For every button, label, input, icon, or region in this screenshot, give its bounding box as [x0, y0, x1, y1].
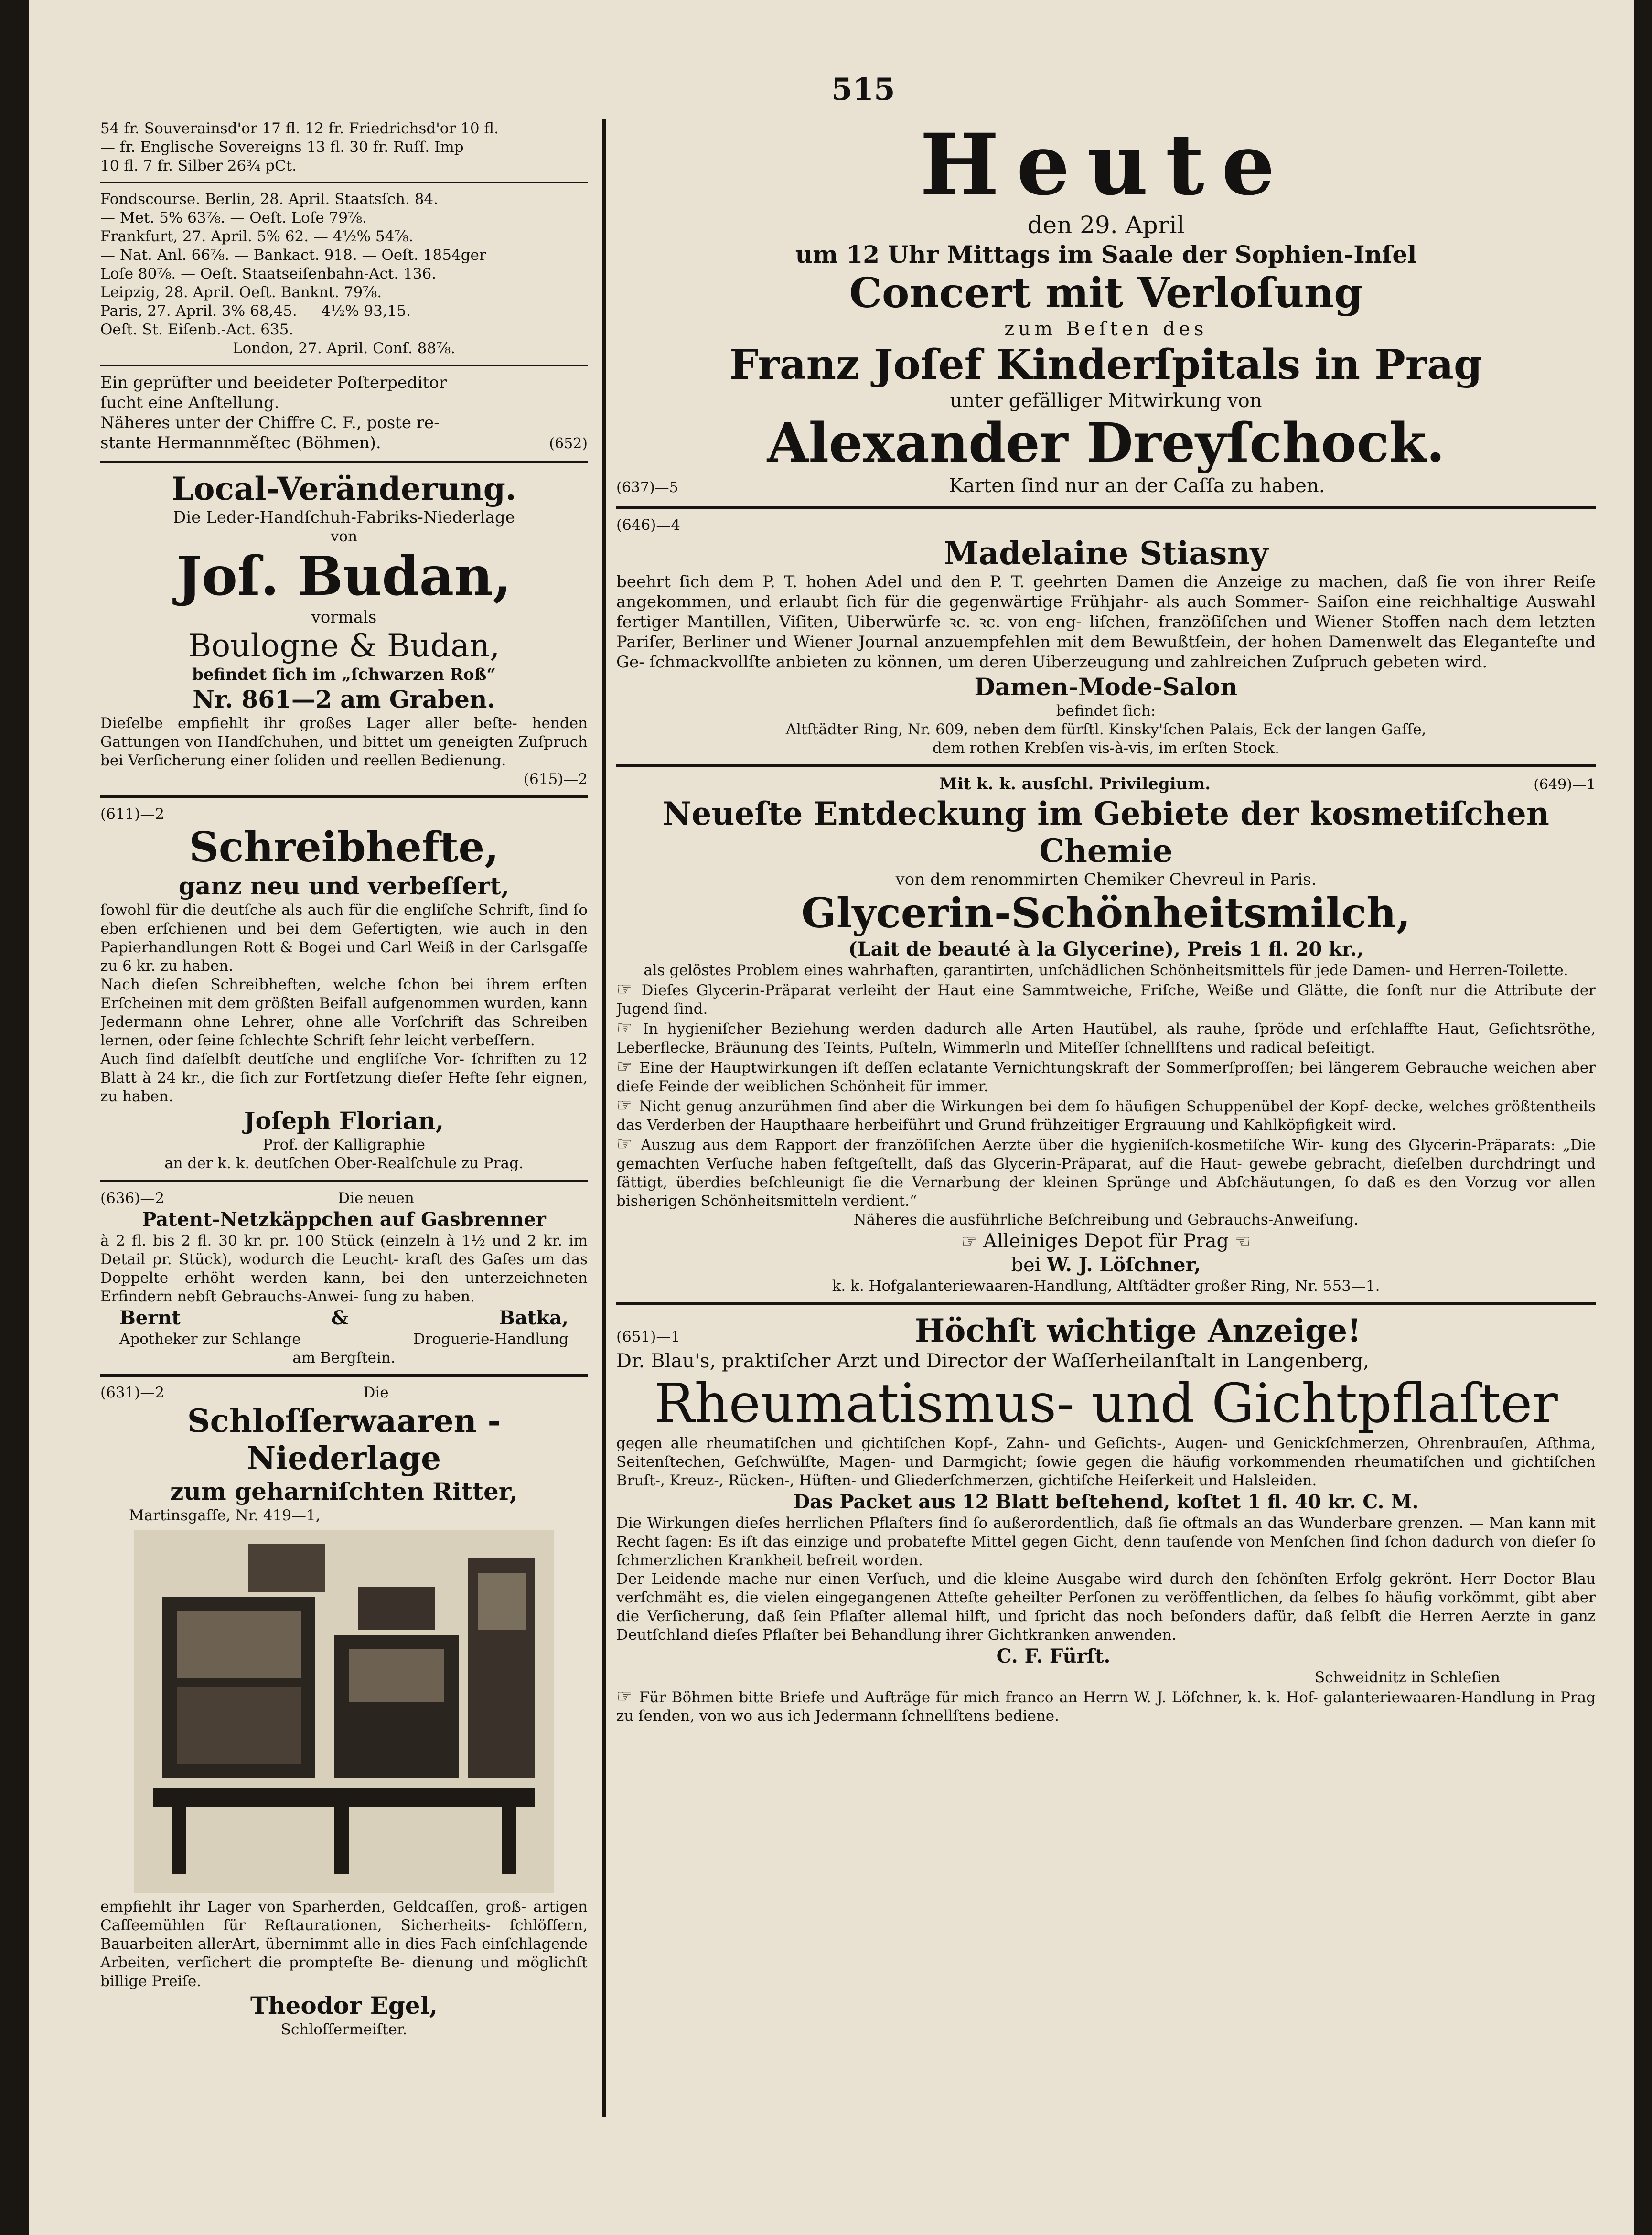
firm-name: Boulogne & Budan,: [188, 627, 500, 664]
schlosserwaaren-ad: [100, 1384, 588, 2039]
ad-body: Nicht genug anzurühmen ſind aber die Wirkungen bei dem ſo häufigen Schuppenübel der Kopf- decke, welches größtentheils das Verderben der Haupthaare herbeiführt und Grund frühzeitiger Ergrauung und Kahlköpfigkeit wird.: [616, 1098, 1596, 1134]
ad-body: Auch ſind daſelbſt deutſche und engliſche Vor- ſchriften zu 12 Blatt à 24 kr., die ſich zur Fortſetzung dieſer Hefte ſehr eignen, zu haben.: [100, 1051, 588, 1105]
signature-name: C. F. Fürſt.: [996, 1645, 1111, 1667]
right-column: [616, 119, 1596, 2117]
pointing-hand-icon: ☞: [616, 1056, 640, 1077]
ad-body: Auszug aus dem Rapport der franzöſiſchen Aerzte über die hygieniſch-kosmetiſche Wir- kung des Glycerin-Präparats: „Die gemachten Verſuche haben feſtgeſtellt, daß das Glycerin-Präparat, auf die Haut- gewebe gebracht, dieſelben durchdringt und ſättigt, überdies beſchleunigt ſie die Vernarbung der kleinen Sprünge und Abſchäutungen, ſo daß es den Vorzug vor allen bisherigen Schönheitsmitteln verdient.“: [616, 1137, 1596, 1210]
fonds-line: Paris, 27. April. 3% 68,45. — 4½% 93,15. —: [100, 302, 430, 320]
fonds-line: Fondscourse. Berlin, 28. April. Staatsſch. 84.: [100, 191, 438, 208]
ad-ref: (652): [549, 435, 588, 452]
fondscourse: [100, 190, 588, 358]
page-number: 515: [831, 72, 895, 107]
product-name: Glycerin-Schönheitsmilch,: [801, 889, 1411, 937]
ad-text: bei: [1011, 1254, 1041, 1276]
exchange-line: 10 fl. 7 fr. Silber 26¾ pCt.: [100, 157, 297, 174]
ad-tickets: Karten ſind nur an der Caſſa zu haben.: [949, 475, 1325, 497]
divider: [616, 506, 1596, 509]
seller-name: W. J. Löſchner,: [1047, 1254, 1201, 1276]
exchange-line: 54 fr. Souverainsd'or 17 fl. 12 fr. Friedrichsd'or 10 fl.: [100, 120, 499, 137]
schreibhefte-ad: [100, 805, 588, 1173]
signature-name: Joſeph Florian,: [244, 1107, 444, 1135]
ad-text: befindet ſich:: [1056, 702, 1156, 720]
firm-place: am Bergſtein.: [292, 1349, 396, 1366]
fonds-line: Loſe 80⅞. — Oeſt. Staatseiſenbahn-Act. 136.: [100, 265, 437, 282]
ad-body: à 2 fl. bis 2 fl. 30 kr. pr. 100 Stück (einzeln à 1½ und 2 kr. im Detail pr. Stück), wodurch die Leucht- kraft des Gaſes um das Doppelte erhöht werden kann, bei den unterzeichneten Erfindern nebſt Gebrauchs-Anwei- ſung zu haben.: [100, 1232, 588, 1305]
ad-title: Madelaine Stiasny: [944, 535, 1268, 572]
posterpeditor-ad: [100, 373, 588, 454]
ad-body: beehrt ſich dem P. T. hohen Adel und den P. T. geehrten Damen die Anzeige zu machen, daß ſie von ihrer Reiſe angekommen, und erlaubt ſich für die gegenwärtige Frühjahr- als auch Sommer- Saiſon eine reichhaltige Auswahl fertiger Mantillen, Viſiten, Uiberwürfe ꝛc. ꝛc. von eng- liſchen, franzöſiſchen und Wiener Stoffen nach dem letzten Pariſer, Berliner und Wiener Journal anzuempfehlen mit dem Bewußtſein, der hohen Damenwelt das Eleganteſte und Ge- ſchmackvollſte anbieten zu können, um deren Uiberzeugung und zahlreichen Zuſpruch gebeten wird.: [616, 572, 1596, 672]
firm-name-a: Bernt: [119, 1307, 181, 1329]
divider: [100, 461, 588, 463]
firm-ampersand: &: [331, 1307, 349, 1329]
madelaine-ad: [616, 516, 1596, 758]
ad-address: Altſtädter Ring, Nr. 609, neben dem fürſtl. Kinsky'ſchen Palais, Eck der langen Gaſſe,: [785, 721, 1427, 738]
divider: [100, 1374, 588, 1377]
ad-text: Näheres unter der Chiffre C. F., poste re-: [100, 413, 440, 432]
ad-intro: Die neuen: [338, 1190, 414, 1207]
column-divider: [602, 119, 606, 2117]
glycerin-ad: [616, 774, 1596, 1296]
pointing-hand-icon: ☞: [616, 978, 642, 999]
ad-title: Local-Veränderung.: [172, 470, 516, 507]
ad-headline: Höchſt wichtige Anzeige!: [915, 1312, 1362, 1349]
left-column: [100, 119, 588, 2117]
newspaper-page: [29, 0, 1634, 2235]
ad-subtitle: Die Leder-Handſchuh-Fabriks-Niederlage: [173, 508, 515, 527]
location-line: befindet ſich im „ſchwarzen Roß“: [192, 665, 496, 684]
pointing-hand-icon: ☞: [616, 1095, 639, 1116]
divider: [100, 182, 588, 183]
pointing-hand-icon: ☞: [616, 1017, 643, 1038]
ad-title: Neueſte Entdeckung im Gebiete der kosmetiſchen Chemie: [663, 795, 1549, 870]
ad-time-place: um 12 Uhr Mittags im Saale der Sophien-Inſel: [795, 240, 1417, 269]
signature-name: Theodor Egel,: [250, 1991, 438, 2020]
ad-headline: Heute: [920, 119, 1292, 214]
fonds-line: Oeſt. St. Eiſenb.-Act. 635.: [100, 321, 294, 338]
fonds-line: — Met. 5% 63⅞. — Oeſt. Loſe 79⅞.: [100, 209, 367, 226]
pointing-hand-icon: ☞: [616, 1686, 639, 1707]
ad-text: stante Hermannměſtec (Böhmen).: [100, 433, 381, 452]
ad-body: Der Leidende mache nur einen Verſuch, und die kleine Ausgabe wird durch den ſchönſten Erfolg gekrönt. Herr Doctor Blau verſchmäht es, die vielen eingegangenen Atteſte geheilter Perſonen zu veröffentlichen, da ſelbes ſo häufig vorkömmt, gibt aber die Verſicherung, daß ſein Pflaſter allemal hilft, und ſpricht das noch beſonders dafür, daß ſelbſt die Herren Aerzte in ganz Deutſchland dieſes Pflaſter bei Behandlung ihrer Gichtkranken anwenden.: [616, 1570, 1596, 1644]
ad-title: Patent-Netzkäppchen auf Gasbrenner: [142, 1208, 546, 1231]
ad-title: Concert mit Verloſung: [849, 269, 1363, 317]
price-line: Das Packet aus 12 Blatt beſtehend, koſtet 1 fl. 40 kr. C. M.: [793, 1491, 1419, 1513]
ad-body: Eine der Hauptwirkungen iſt deſſen eclatante Vernichtungskraft der Sommerſproſſen; bei längerem Gebrauche weichen aber dieſe Feinde der weiblichen Schönheit für immer.: [616, 1059, 1596, 1095]
ad-ref: (649)—1: [1534, 776, 1596, 793]
artist-name: Alexander Dreyſchock.: [767, 412, 1445, 474]
ad-text: als gelöstes Problem eines wahrhaften, garantirten, unſchädlichen Schönheitsmittels für jede Damen- und Herren-Toilette.: [644, 962, 1568, 979]
ad-date: den 29. April: [1027, 211, 1185, 239]
ad-body: ſowohl für die deutſche als auch für die engliſche Schrift, ſind ſo eben erſchienen und bei dem Gefertigten, wie auch in den Papierhandlungen Rott & Bogei und Carl Weiß in der Carlsgaſſe zu 6 kr. zu haben.: [100, 902, 588, 975]
pointing-hand-icon: ☞: [616, 1133, 641, 1154]
depot-line: Alleiniges Depot für Prag: [983, 1230, 1229, 1252]
ad-title: Rheumatismus- und Gichtpflaſter: [654, 1373, 1558, 1435]
divider: [616, 1302, 1596, 1305]
safes-and-stoves-illustration: [134, 1530, 554, 1893]
ad-body: Nach dieſen Schreibheften, welche ſchon bei ihrem erſten Erſcheinen mit dem größten Beifall aufgenommen wurden, kann Jedermann ohne Lehrer, ohne alle Vorſchrift das Schreiben lernen, oder ſeine ſchlechte Schrift ſehr leicht verbeſſern.: [100, 976, 588, 1049]
ad-ref: (646)—4: [616, 516, 681, 534]
ad-text: von dem renommirten Chemiker Chevreul in Paris.: [895, 870, 1317, 889]
ad-body: gegen alle rheumatiſchen und gichtiſchen Kopf-, Zahn- und Geſichts-, Augen- und Genickſchmerzen, Ohrenbrauſen, Aſthma, Seitenſtechen, Geſchwülſte, Magen- und Darmgicht; ſowie gegen die häufig vorkommenden rheumatiſchen und gichtiſchen Bruſt-, Kreuz-, Rücken-, Hüften- und Gliederſchmerzen, gichtiſche Heiſerkeit und Halsleiden.: [616, 1435, 1596, 1489]
merchant-name: Joſ. Budan,: [176, 545, 512, 608]
fonds-line: Frankfurt, 27. April. 5% 62. — 4½% 54⅞.: [100, 228, 414, 245]
ad-body: Dieſes Glycerin-Präparat verleiht der Haut eine Sammtweiche, Friſche, Weiße und Glätte, die ſonſt nur die Attribute der Jugend ſind.: [616, 982, 1596, 1018]
divider: [616, 764, 1596, 767]
divider: [100, 1180, 588, 1182]
local-veraenderung-ad: [100, 470, 588, 789]
ad-text: Ein geprüfter und beeideter Poſterpeditor: [100, 373, 447, 392]
signature-place: an der k. k. deutſchen Ober-Realſchule zu Prag.: [164, 1155, 524, 1172]
firm-name-b: Batka,: [499, 1307, 569, 1329]
signature-title: Prof. der Kalligraphie: [263, 1136, 425, 1153]
fonds-line: London, 27. April. Conſ. 88⅞.: [232, 340, 455, 357]
ad-ref: (631)—2: [100, 1384, 165, 1401]
pointing-hand-icon: ☞: [961, 1231, 983, 1252]
ad-body: In hygieniſcher Beziehung werden dadurch alle Arten Hautübel, als rauhe, ſpröde und erſchlaffte Haut, Geſichtsröthe, Leberflecke, Bräunung des Teints, Puſteln, Wimmerln und Miteſſer ſchnellſtens und radical beſeitigt.: [616, 1021, 1596, 1056]
pointing-hand-left-icon: ☜: [1229, 1231, 1251, 1252]
ad-body: empfiehlt ihr Lager von Sparherden, Geldcaſſen, groß- artigen Caffeemühlen für Reſtaurationen, Sicherheits- ſchlöſſern, Bauarbeiten allerArt, übernimmt alle in dies Fach einſchlagende Arbeiten, verſichert die prompteſte Be- dienung und möglichſt billige Preiſe.: [100, 1898, 588, 1990]
fonds-line: Leipzig, 28. April. Oeſt. Banknt. 79⅞.: [100, 284, 382, 301]
ad-text: Näheres die ausführliche Beſchreibung und Gebrauchs-Anweiſung.: [853, 1211, 1359, 1228]
ad-ref: (611)—2: [100, 806, 165, 823]
ad-footer: Für Böhmen bitte Briefe und Aufträge für mich franco an Herrn W. J. Löſchner, k. k. Hof- galanteriewaaren-Handlung in Prag zu ſenden, von wo aus ich Jedermann ſchnellſtens bediene.: [616, 1689, 1596, 1725]
exchange-rates: [100, 119, 588, 175]
divider: [100, 795, 588, 798]
address-line: Nr. 861—2 am Graben.: [193, 685, 495, 713]
signature-place: Schweidnitz in Schleſien: [1315, 1669, 1500, 1686]
ad-body: Die Wirkungen dieſes herrlichen Pflaſters ſind ſo außerordentlich, daß ſie oftmals an das Wunderbare grenzen. — Man kann mit Recht ſagen: Es iſt das einzige und probatefte Mittel gegen Gicht, denn tauſende von Menſchen ſind ſchon dadurch von dieſer ſo ſchmerzlichen Krankheit befreit worden.: [616, 1515, 1596, 1569]
ad-subtitle: von: [330, 528, 358, 545]
ad-ref: (615)—2: [523, 771, 588, 788]
salon-name: Damen-Mode-Salon: [974, 673, 1238, 701]
ad-benefit: zum Beſten des: [1004, 318, 1208, 340]
ad-address: Martinsgaſſe, Nr. 419—1,: [129, 1507, 321, 1524]
ad-address: dem rothen Krebſen vis-à-vis, im erſten Stock.: [933, 740, 1279, 757]
fonds-line: — Nat. Anl. 66⅞. — Bankact. 918. — Oeſt. 1854ger: [100, 247, 486, 264]
ad-intro: Die: [363, 1384, 389, 1401]
signature-title: Schloſſermeiſter.: [280, 2021, 408, 2038]
ad-body: Dieſelbe empfiehlt ihr großes Lager aller beſte- henden Gattungen von Handſchuhen, und bittet um geneigten Zuſpruch bei Verſicherung einer ſoliden und reellen Bedienung.: [100, 715, 588, 769]
hospital-name: Franz Joſef Kinderſpitals in Prag: [729, 341, 1482, 389]
concert-ad: [616, 119, 1596, 500]
ad-ref: (637)—5: [616, 479, 678, 496]
firm-sub-a: Apotheker zur Schlange: [119, 1331, 301, 1348]
doctor-line: Dr. Blau's, praktiſcher Arzt und Director der Waſſerheilanſtalt in Langenberg,: [616, 1350, 1370, 1372]
ad-ref: (651)—1: [616, 1328, 681, 1345]
ad-subtitle: zum geharniſchten Ritter,: [170, 1477, 518, 1505]
exchange-line: — fr. Englische Sovereigns 13 fl. 30 fr. Ruſſ. Imp: [100, 139, 464, 156]
ad-title: Schloſſerwaaren - Niederlage: [187, 1402, 501, 1477]
privilege-line: Mit k. k. ausſchl. Privilegium.: [939, 774, 1211, 794]
firm-sub-b: Droguerie-Handlung: [413, 1331, 569, 1348]
divider: [100, 365, 588, 366]
rheumatismus-ad: [616, 1312, 1596, 1726]
ad-text: vormals: [311, 608, 377, 627]
netzkaeppchen-ad: [100, 1189, 588, 1367]
product-subtitle: (Lait de beauté à la Glycerine), Preis 1 fl. 20 kr.,: [848, 938, 1364, 960]
ad-ref: (636)—2: [100, 1190, 165, 1207]
ad-subtitle: ganz neu und verbeſſert,: [178, 872, 510, 900]
ad-text: ſucht eine Anſtellung.: [100, 393, 279, 412]
ad-assist: unter gefälliger Mitwirkung von: [950, 390, 1262, 412]
ad-title: Schreibhefte,: [189, 823, 499, 871]
seller-address: k. k. Hofgalanteriewaaren-Handlung, Altſtädter großer Ring, Nr. 553—1.: [832, 1278, 1380, 1295]
